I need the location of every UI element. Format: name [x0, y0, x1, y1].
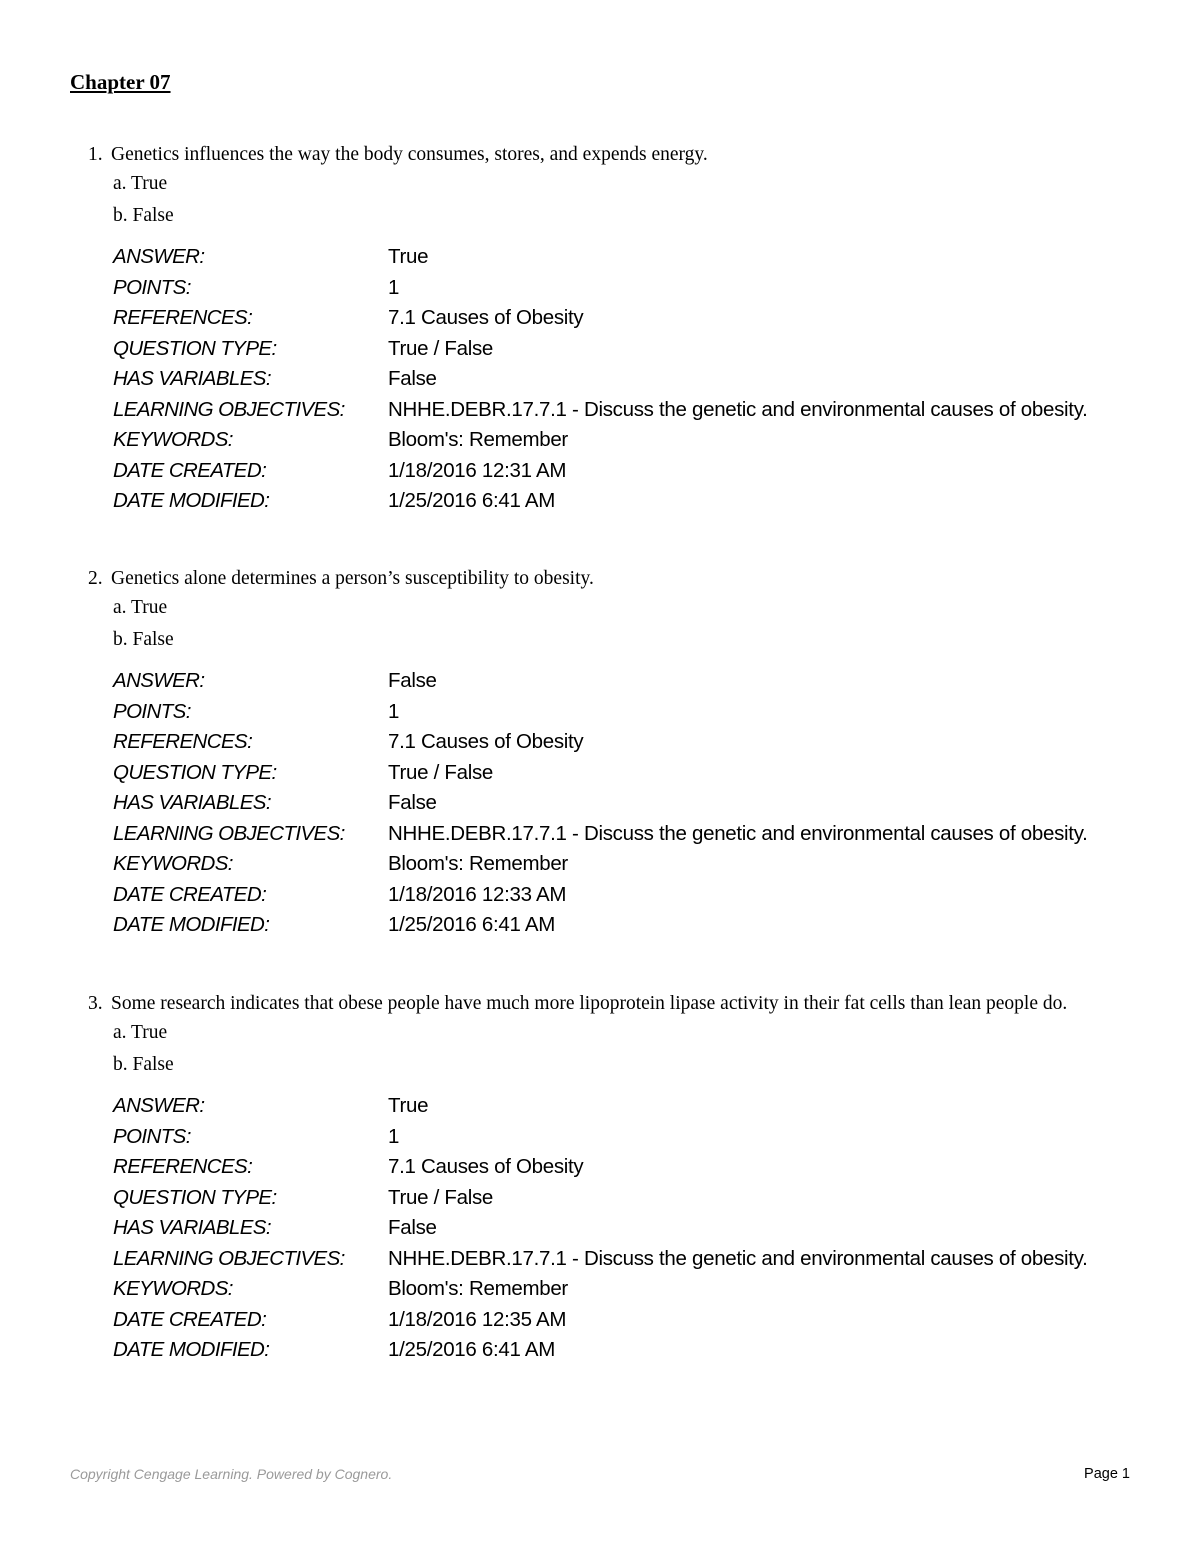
- meta-label: DATE MODIFIED:: [113, 1338, 270, 1361]
- meta-value: 1/18/2016 12:31 AM: [388, 458, 567, 482]
- question-1: [88, 142, 1133, 519]
- meta-value: NHHE.DEBR.17.7.1 - Discuss the genetic and environmental causes of obesity.: [388, 1246, 1088, 1270]
- meta-row-keywords: [113, 427, 1133, 458]
- option-b: b. False: [113, 1054, 174, 1075]
- option-a: a. True: [113, 597, 168, 618]
- question-number: 3.: [88, 993, 103, 1014]
- meta-value: 7.1 Causes of Obesity: [388, 730, 584, 753]
- meta-label: ANSWER:: [113, 245, 205, 268]
- meta-row-keywords: [113, 1276, 1133, 1307]
- meta-label: KEYWORDS:: [113, 428, 233, 451]
- question-metadata: [113, 244, 1133, 519]
- meta-value: 1/25/2016 6:41 AM: [388, 913, 556, 936]
- meta-value: False: [388, 669, 437, 692]
- meta-label: REFERENCES:: [113, 1155, 253, 1178]
- meta-value: 1: [388, 699, 400, 723]
- meta-value: 1/18/2016 12:33 AM: [388, 882, 567, 906]
- meta-value: True / False: [388, 760, 494, 784]
- meta-value: NHHE.DEBR.17.7.1 - Discuss the genetic and environmental causes of obesity.: [388, 397, 1088, 421]
- meta-label: REFERENCES:: [113, 730, 253, 753]
- meta-value: Bloom's: Remember: [388, 428, 568, 451]
- meta-label: LEARNING OBJECTIVES:: [113, 397, 345, 421]
- meta-value: 1/25/2016 6:41 AM: [388, 1338, 556, 1361]
- meta-value: True: [388, 245, 429, 268]
- question-metadata: [113, 668, 1133, 943]
- option-b: b. False: [113, 629, 174, 650]
- meta-row-date-created: [113, 882, 1133, 913]
- meta-row-points: [113, 275, 1133, 306]
- question-3: [88, 991, 1133, 1368]
- meta-label: QUESTION TYPE:: [113, 1185, 277, 1209]
- meta-label: DATE MODIFIED:: [113, 489, 270, 512]
- meta-row-date-modified: [113, 1337, 1133, 1368]
- option-b: b. False: [113, 205, 174, 226]
- meta-value: True / False: [388, 1185, 494, 1209]
- answer-options: [113, 595, 1133, 659]
- meta-label: ANSWER:: [113, 1094, 205, 1117]
- meta-label: LEARNING OBJECTIVES:: [113, 1246, 345, 1270]
- meta-label: QUESTION TYPE:: [113, 760, 277, 784]
- meta-row-references: [113, 305, 1133, 336]
- page-title: Chapter 07: [70, 70, 171, 94]
- meta-row-answer: [113, 1093, 1133, 1124]
- meta-label: HAS VARIABLES:: [113, 367, 271, 390]
- meta-row-date-created: [113, 1307, 1133, 1338]
- meta-value: 7.1 Causes of Obesity: [388, 1155, 584, 1178]
- question-number: 1.: [88, 144, 103, 165]
- meta-row-keywords: [113, 851, 1133, 882]
- meta-row-has-variables: [113, 366, 1133, 397]
- meta-label: HAS VARIABLES:: [113, 1216, 271, 1239]
- meta-label: DATE CREATED:: [113, 882, 267, 906]
- question-2: [88, 566, 1133, 943]
- meta-value: 1/25/2016 6:41 AM: [388, 489, 556, 512]
- meta-row-points: [113, 699, 1133, 730]
- answer-options: [113, 1020, 1133, 1084]
- meta-label: DATE MODIFIED:: [113, 913, 270, 936]
- question-text: Some research indicates that obese people have much more lipoprotein lipase activity in their fat cells than lean people do.: [111, 993, 1068, 1014]
- question-stem: [88, 142, 1133, 167]
- meta-value: 1/18/2016 12:35 AM: [388, 1307, 567, 1331]
- meta-row-points: [113, 1124, 1133, 1155]
- meta-label: KEYWORDS:: [113, 852, 233, 875]
- meta-row-references: [113, 729, 1133, 760]
- meta-row-references: [113, 1154, 1133, 1185]
- question-number: 2.: [88, 568, 103, 589]
- meta-row-date-modified: [113, 488, 1133, 519]
- question-stem: [88, 991, 1133, 1016]
- meta-label: POINTS:: [113, 699, 191, 723]
- meta-row-learning-objectives: [113, 821, 1133, 852]
- meta-label: ANSWER:: [113, 669, 205, 692]
- meta-value: NHHE.DEBR.17.7.1 - Discuss the genetic and environmental causes of obesity.: [388, 821, 1088, 845]
- meta-row-date-created: [113, 458, 1133, 489]
- footer-page-number: Page 1: [1084, 1466, 1130, 1482]
- question-text: Genetics alone determines a person’s susceptibility to obesity.: [111, 568, 594, 589]
- meta-value: 1: [388, 1124, 400, 1148]
- meta-row-has-variables: [113, 1215, 1133, 1246]
- meta-row-answer: [113, 668, 1133, 699]
- meta-row-answer: [113, 244, 1133, 275]
- meta-label: LEARNING OBJECTIVES:: [113, 821, 345, 845]
- meta-value: 1: [388, 275, 400, 299]
- meta-label: KEYWORDS:: [113, 1277, 233, 1300]
- meta-row-date-modified: [113, 912, 1133, 943]
- meta-value: False: [388, 1216, 437, 1239]
- footer-copyright: Copyright Cengage Learning. Powered by Cognero.: [70, 1466, 393, 1482]
- meta-label: POINTS:: [113, 275, 191, 299]
- meta-label: DATE CREATED:: [113, 458, 267, 482]
- meta-row-learning-objectives: [113, 397, 1133, 428]
- option-a: a. True: [113, 173, 168, 194]
- meta-label: REFERENCES:: [113, 306, 253, 329]
- question-stem: [88, 566, 1133, 591]
- meta-row-has-variables: [113, 790, 1133, 821]
- option-a: a. True: [113, 1022, 168, 1043]
- meta-label: DATE CREATED:: [113, 1307, 267, 1331]
- meta-label: HAS VARIABLES:: [113, 791, 271, 814]
- meta-value: 7.1 Causes of Obesity: [388, 306, 584, 329]
- meta-label: QUESTION TYPE:: [113, 336, 277, 360]
- meta-value: True: [388, 1094, 429, 1117]
- question-metadata: [113, 1093, 1133, 1368]
- meta-value: False: [388, 791, 437, 814]
- meta-row-question-type: [113, 1185, 1133, 1216]
- meta-label: POINTS:: [113, 1124, 191, 1148]
- meta-value: True / False: [388, 336, 494, 360]
- meta-row-question-type: [113, 336, 1133, 367]
- question-text: Genetics influences the way the body consumes, stores, and expends energy.: [111, 144, 708, 165]
- meta-value: Bloom's: Remember: [388, 852, 568, 875]
- meta-row-learning-objectives: [113, 1246, 1133, 1277]
- meta-row-question-type: [113, 760, 1133, 791]
- meta-value: Bloom's: Remember: [388, 1277, 568, 1300]
- answer-options: [113, 171, 1133, 235]
- meta-value: False: [388, 367, 437, 390]
